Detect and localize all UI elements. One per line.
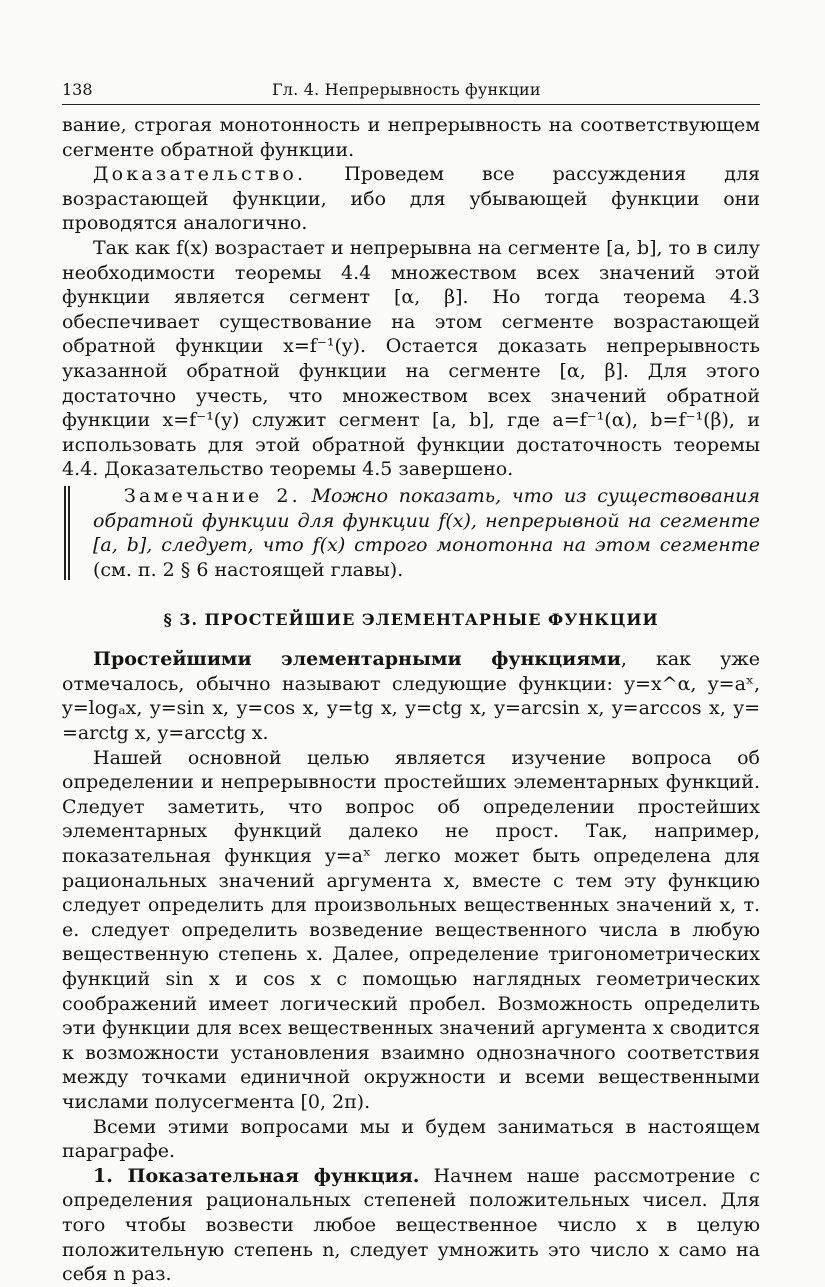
remark-margin-bar (68, 486, 70, 580)
subsection-heading: 1. Показательная функция. (93, 1164, 420, 1187)
section-title: § 3. ПРОСТЕЙШИЕ ЭЛЕМЕНТАРНЫЕ ФУНКЦИИ (163, 610, 659, 630)
paragraph-since: Так как f(x) возрастает и непрерывна на сегменте [a, b], то в силу необходимости теоремы 4.4 множеством всех значений этой функции является сегмент [α, β]. Но тогда теорема 4.3 обеспечивает существование на этом сегменте возрастающей обратной функции x=f⁻¹(y). Остается доказать непрерывность указанной обратной функции на сегменте [α, β]. Для этого достаточно учесть, что множеством всех значений обратной функции x=f⁻¹(y) служит сегмент [a, b], где a=f⁻¹(α), b=f⁻¹(β), и использовать для этой обратной функции достаточность теоремы 4.4. Доказательство теоремы 4.5 завершено. (62, 236, 760, 481)
paragraph-all-questions: Всеми этими вопросами мы и будем заниматься в настоящем параграфе. (62, 1115, 760, 1163)
running-header (62, 78, 760, 105)
proof-paragraph (62, 162, 760, 236)
remark-paragraph (93, 484, 760, 582)
term-simplest-functions: Простейшими элементарными функциями (93, 648, 621, 671)
running-title: Гл. 4. Непрерывность функции (272, 80, 541, 99)
book-page (62, 78, 760, 1287)
paragraph-continuation: вание, строгая монотонность и непрерывность на соответствующем сегменте обратной функции. (62, 114, 760, 161)
page-number: 138 (62, 80, 93, 99)
proof-label: Доказательство. (93, 163, 307, 186)
simplest-functions-list: , как уже отмечалось, обычно называют следующие функции: y=x^α, y=aˣ, y=logₐx, y=sin x, y=cos x, y=tg x, y=ctg x, y=arcsin x, y=arccos x, y= =arctg x, y=arcctg x. (62, 648, 760, 745)
proof-text: Проведем все рассуждения для возрастающей функции, ибо для убывающей функции они проводятся аналогично. (62, 163, 760, 235)
remark-block (62, 484, 760, 582)
remark-reference: (см. п. 2 § 6 настоящей главы). (93, 558, 404, 581)
paragraph-simplest-functions (62, 647, 760, 745)
paragraph-goal: Нашей основной целью является изучение вопроса об определении и непрерывности простейших элементарных функций. Следует заметить, что вопрос об определении простейших элементарных функций далеко не прост. Так, например, показательная функция y=aˣ легко может быть определена для рациональных значений аргумента x, вместе с тем эту функцию следует определить для произвольных вещественных значений x, т. е. следует определить возведение вещественного числа в любую вещественную степень x. Далее, определение тригонометрических функций sin x и cos x с помощью наглядных геометрических соображений имеет логический пробел. Возможность определить эти функции для всех вещественных значений аргумента x сводится к возможности установления взаимно однозначного соответствия между точками единичной окружности и всеми вещественными числами полусегмента [0, 2π). (62, 746, 760, 1113)
remark-margin-bar (64, 486, 66, 580)
remark-statement: Можно показать, что из существования обратной функции для функции f(x), непрерывной на сегменте [a, b], следует, что f(x) строго монотонна на этом сегменте (93, 484, 760, 557)
exponential-text: Начнем наше рассмотрение с определения рациональных степеней положительных чисел. Для того чтобы возвести любое вещественное число x в целую положительную степень n, следует умножить это число x само на себя n раз. (62, 1164, 761, 1286)
paragraph-exponential (62, 1164, 760, 1287)
remark-label: Замечание 2. (124, 484, 301, 507)
